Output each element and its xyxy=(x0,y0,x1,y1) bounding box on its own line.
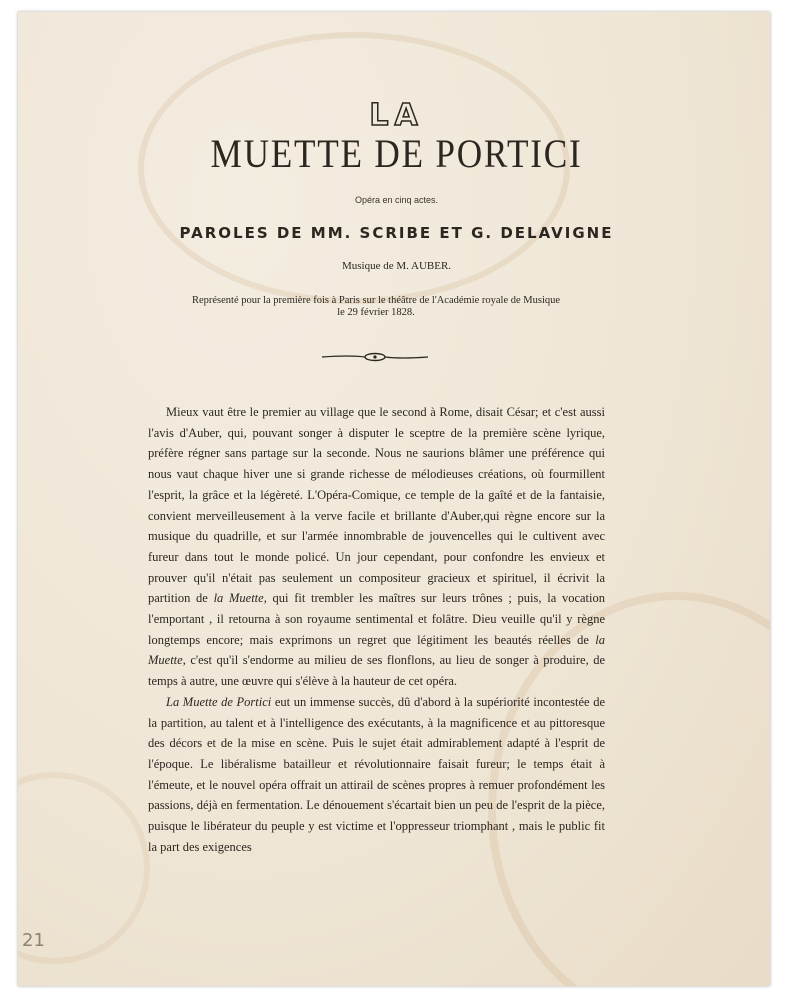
librettists-line: PAROLES DE MM. SCRIBE ET G. DELAVIGNE xyxy=(179,224,614,242)
title-article: LA xyxy=(369,98,424,133)
article-body xyxy=(148,402,605,857)
subtitle-opera: Opéra en cinq actes. xyxy=(354,195,439,205)
paragraph: La Muette de Portici eut un immense succès, dû d'abord à la supériorité incontestée de la partition, au talent et à l'intelligence des exécutants, à la magnificence et au pittoresque des décors et de la mise en scène. Puis le sujet était admirablement adapté à l'esprit de l'époque. Le libéralisme batailleur et révolutionnaire faisait fureur; le temps était à l'émeute, et le nouvel opéra offrait un attirail de scènes propres à remuer profondément les passions, déjà en fermentation. Le dénouement s'écartait bien un peu de l'esprit de la pièce, puisque le libérateur du peuple y est victime et l'oppresseur triomphant , mais le public fit la part des exigences xyxy=(148,694,605,854)
composer-line: Musique de M. AUBER. xyxy=(341,260,452,272)
premiere-note-line-1: Représenté pour la première fois à Paris sur le théâtre de l'Académie royale de Musique xyxy=(191,295,561,306)
page-title: MUETTE DE PORTICI xyxy=(210,131,583,176)
paragraph: Mieux vaut être le premier au village que le second à Rome, disait César; et c'est aussi l'avis d'Auber, qui, pouvant songer à disputer le sceptre de la première scène lyrique, préfère régner sans partage sur la seconde. Nous ne saurions blâmer une préférence qui nous vaut chaque hiver une si grande richesse de mélodieuses créations, où fourmillent l'esprit, la grâce et la légèreté. L'Opéra-Comique, ce temple de la gaîté et de la fantaisie, convient merveilleusement à la verve facile et brillante d'Auber,qui règne encore sur la musique du quadrille, et sur l'armée innombrable de jouvencelles qui le cultivent avec fureur dans tout le monde policé. Un jour cependant, pour confondre les envieux et prouver qu'il n'était pas seulement un compositeur gracieux et spirituel, il écrivit la partition de la Muette, qui fit trembler les maîtres sur leurs trônes ; puis, la vocation l'emportant , il retourna à son royaume sentimental et folâtre. Dieu veuille qu'il y règne longtemps encore; mais exprimons un regret que légitiment les beautés réelles de la Muette, c'est qu'il s'endorme au milieu de ses flonflons, au lieu de songer à produire, de temps à autre, une œuvre qui s'élève à la hauteur de cet opéra. xyxy=(148,405,605,689)
ornament-divider-icon xyxy=(320,350,430,364)
premiere-note-line-2: le 29 février 1828. xyxy=(337,307,415,318)
pencil-annotation: 21 xyxy=(22,930,45,951)
premiere-note xyxy=(150,295,602,319)
